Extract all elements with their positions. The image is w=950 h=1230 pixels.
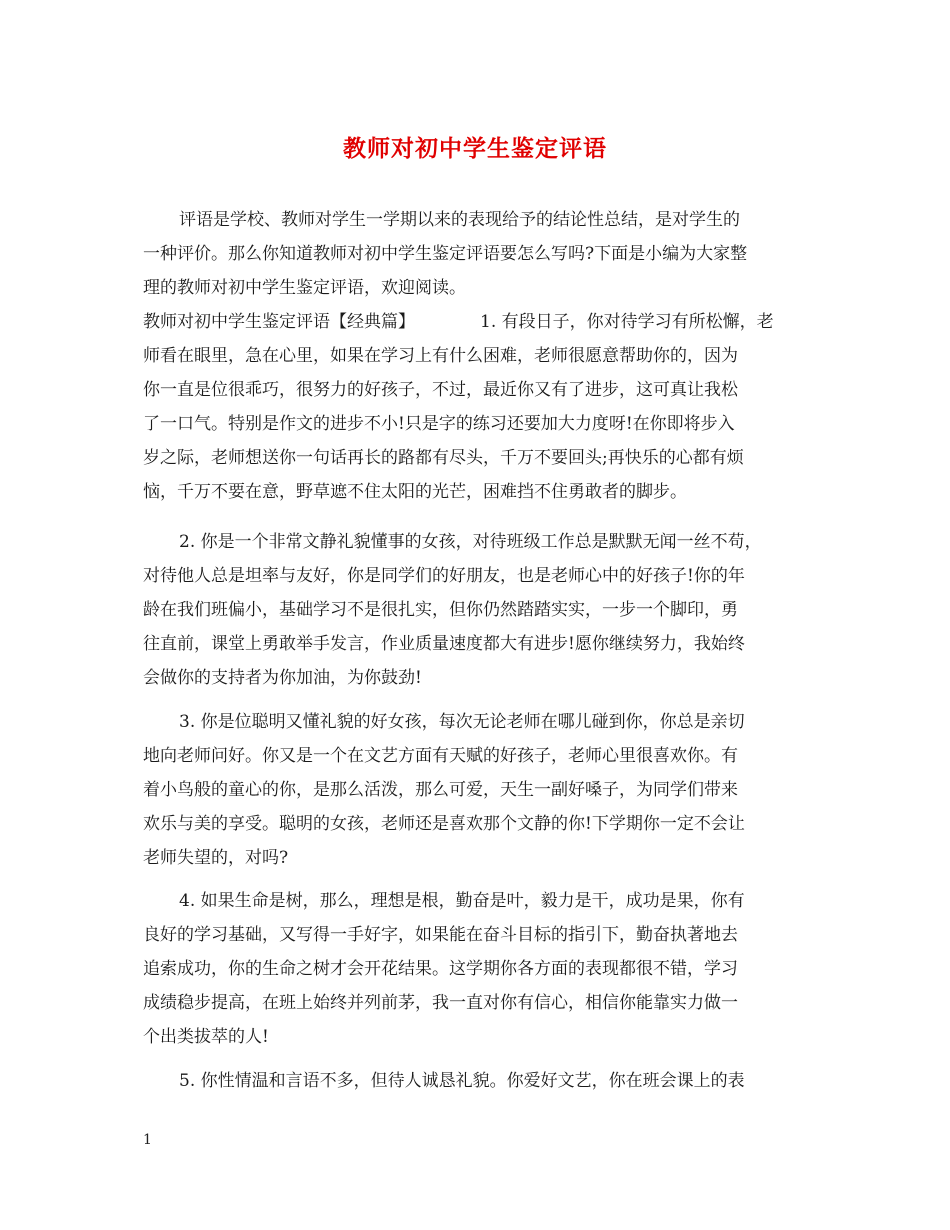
- text-line: [0, 1020, 950, 1054]
- line-text: 1. 有段日子，你对待学习有所松懈，老: [480, 312, 774, 332]
- line-text: 追索成功，你的生命之树才会开花结果。这学期你各方面的表现都很不错，学习: [143, 959, 738, 979]
- line-text: 2. 你是一个非常文静礼貌懂事的女孩，对待班级工作总是默默无闻一丝不苟，: [179, 532, 762, 552]
- text-line: [0, 475, 950, 509]
- line-text: 理的教师对初中学生鉴定评语，欢迎阅读。: [143, 278, 466, 298]
- line-text: 对待他人总是坦率与友好，你是同学们的好朋友，也是老师心中的好孩子!你的年: [143, 566, 745, 586]
- line-text: 恼，千万不要在意，野草遮不住太阳的光芒，困难挡不住勇敢者的脚步。: [143, 482, 687, 502]
- text-line: [0, 1064, 950, 1098]
- line-text: 成绩稳步提高，在班上始终并列前茅，我一直对你有信心，相信你能靠实力做一: [143, 993, 738, 1013]
- section-heading: 教师对初中学生鉴定评语【经典篇】: [143, 312, 415, 332]
- text-line: [0, 739, 950, 773]
- text-line: [0, 339, 950, 373]
- text-line: [0, 884, 950, 918]
- line-text: 一种评价。那么你知道教师对初中学生鉴定评语要怎么写吗?下面是小编为大家整: [143, 244, 748, 264]
- line-text: 岁之际，老师想送你一句话再长的路都有尽头，千万不要回头;再快乐的心都有烦: [143, 448, 744, 468]
- line-text: 往直前，课堂上勇敢举手发言，作业质量速度都大有进步!愿你继续努力，我始终: [143, 634, 745, 654]
- line-text: 师看在眼里，急在心里，如果在学习上有什么困难，老师很愿意帮助你的，因为: [143, 346, 738, 366]
- text-line: [0, 705, 950, 739]
- line-text: 着小鸟般的童心的你，是那么活泼，那么可爱，天生一副好嗓子，为同学们带来: [143, 780, 738, 800]
- line-text: 了一口气。特别是作文的进步不小!只是字的练习还要加大力度呀!在你即将步入: [143, 414, 735, 434]
- text-line: [0, 203, 950, 237]
- line-text: 欢乐与美的享受。聪明的女孩，老师还是喜欢那个文静的你!下学期你一定不会让: [143, 814, 745, 834]
- line-text: 地向老师问好。你又是一个在文艺方面有天赋的好孩子，老师心里很喜欢你。有: [143, 746, 738, 766]
- document-title: 教师对初中学生鉴定评语: [343, 135, 607, 162]
- text-line: [0, 525, 950, 559]
- line-text: 个出类拔萃的人!: [143, 1027, 269, 1047]
- line-text: 4. 如果生命是树，那么，理想是根，勤奋是叶，毅力是干，成功是果，你有: [179, 891, 745, 911]
- line-text: 评语是学校、教师对学生一学期以来的表现给予的结论性总结，是对学生的: [179, 210, 740, 230]
- line-text: 3. 你是位聪明又懂礼貌的好女孩，每次无论老师在哪儿碰到你，你总是亲切: [179, 712, 745, 732]
- text-line: [0, 661, 950, 695]
- text-line: [0, 807, 950, 841]
- text-line: [0, 773, 950, 807]
- page-number: 1: [143, 1132, 152, 1148]
- text-line: [0, 841, 950, 875]
- text-line: [0, 627, 950, 661]
- line-text: 良好的学习基础，又写得一手好字，如果能在奋斗目标的指引下，勤奋执著地去: [143, 925, 738, 945]
- line-text: 会做你的支持者为你加油，为你鼓劲!: [143, 668, 422, 688]
- text-line: [0, 271, 950, 305]
- text-line: [0, 952, 950, 986]
- line-text: 你一直是位很乖巧，很努力的好孩子，不过，最近你又有了进步，这可真让我松: [143, 380, 738, 400]
- text-line: [0, 986, 950, 1020]
- text-line: [0, 305, 950, 339]
- text-line: [0, 441, 950, 475]
- text-line: [0, 407, 950, 441]
- line-text: 老师失望的，对吗?: [143, 848, 289, 868]
- text-line: [0, 593, 950, 627]
- text-line: [0, 559, 950, 593]
- text-line: [0, 373, 950, 407]
- line-text: 龄在我们班偏小，基础学习不是很扎实，但你仍然踏踏实实，一步一个脚印，勇: [143, 600, 738, 620]
- text-line: [0, 237, 950, 271]
- text-line: [0, 918, 950, 952]
- line-text: 5. 你性情温和言语不多，但待人诚恳礼貌。你爱好文艺，你在班会课上的表: [179, 1071, 745, 1091]
